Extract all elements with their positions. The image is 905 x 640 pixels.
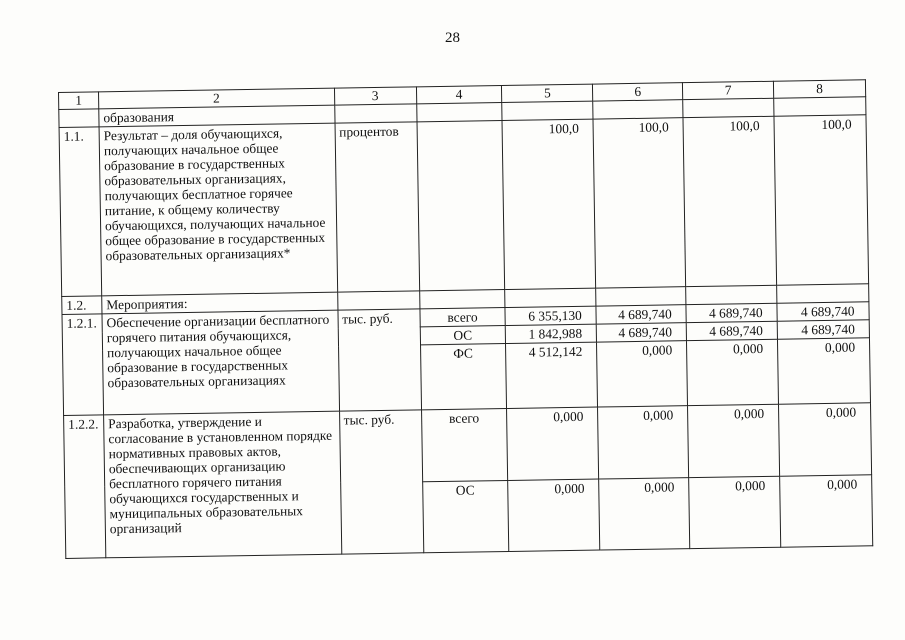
value-cell: 4 689,740	[686, 303, 777, 322]
row-name: Обеспечение организации бесплатного горячего питания обучающихся, получающих начальное общее образование в государственных образовательных организациях	[102, 310, 339, 415]
value-cell: 4 689,740	[777, 320, 869, 339]
source-cell: ОС	[420, 325, 506, 344]
header-cell: 7	[683, 81, 774, 99]
source-cell: ФС	[420, 343, 507, 409]
row-number: 1.2.2.	[64, 415, 106, 559]
table-row	[64, 403, 872, 487]
source-cell: ОС	[422, 480, 509, 553]
row-number: 1.2.1.	[62, 314, 104, 416]
value-cell: 0,000	[688, 404, 780, 477]
value-cell: 0,000	[599, 477, 690, 550]
value-cell: 0,000	[779, 403, 872, 476]
value-cell: 0,000	[689, 476, 781, 549]
header-cell: 3	[334, 87, 416, 105]
value-cell: 4 512,142	[506, 342, 598, 408]
source-cell: всего	[419, 308, 505, 327]
value-cell: 4 689,740	[777, 302, 869, 321]
value-cell: 100,0	[774, 115, 869, 285]
header-cell: 6	[593, 83, 683, 101]
value-cell: 4 689,740	[596, 305, 686, 324]
value-cell: 100,0	[683, 116, 777, 286]
row-name: Результат – доля обучающихся, получающих начальное общее образование в государственных образовательных организациях, получающих бесплатное горячее питание, к общему количеству обучающихся, получающих начальное общее образование в государственных образовательных организациях*	[99, 123, 337, 296]
value-cell: 0,000	[598, 406, 689, 479]
row-name: Разработка, утверждение и согласование в установленном порядке нормативных правовых актов, обеспечивающих организацию бесплатного горячего питания обучающихся государственных и муниципальных образовательных организаций	[104, 411, 342, 558]
value-cell: 100,0	[593, 118, 686, 288]
value-cell: 4 689,740	[686, 321, 777, 340]
value-cell: 1 842,988	[506, 324, 597, 343]
table-sheet	[58, 79, 874, 612]
value-cell: 0,000	[507, 407, 599, 480]
row-unit: тыс. руб.	[338, 309, 422, 411]
value-cell: 0,000	[778, 338, 871, 404]
data-table	[58, 79, 873, 559]
value-cell: 0,000	[780, 474, 873, 547]
row-unit: тыс. руб.	[339, 410, 423, 554]
source-cell: всего	[421, 408, 508, 481]
value-cell: 0,000	[508, 479, 600, 552]
value-cell: 0,000	[597, 341, 688, 407]
table-row	[59, 115, 869, 297]
value-cell: 100,0	[502, 119, 596, 289]
value-cell: 0,000	[687, 339, 779, 405]
value-cell: 4 689,740	[596, 323, 686, 342]
value-cell: 6 355,130	[505, 306, 596, 325]
header-cell: 1	[59, 92, 99, 110]
header-cell: 4	[416, 86, 502, 104]
header-cell: 2	[98, 88, 334, 109]
header-cell: 5	[502, 84, 593, 102]
header-cell: 8	[773, 80, 865, 98]
row-name: Мероприятия:	[102, 292, 338, 314]
page-number: 28	[445, 30, 460, 46]
row-unit: процентов	[335, 122, 420, 292]
row-number: 1.1.	[59, 127, 102, 297]
row-number: 1.2.	[62, 296, 102, 315]
row-name: образования	[99, 105, 335, 127]
